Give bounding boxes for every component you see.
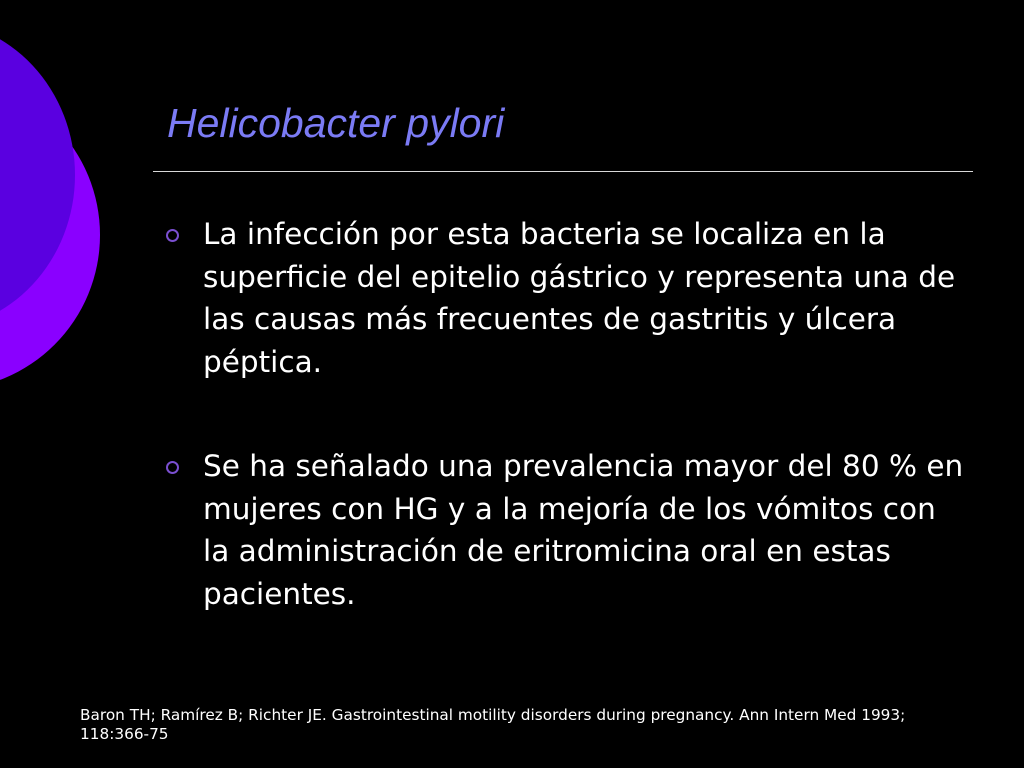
- title-divider: [153, 171, 973, 172]
- hollow-circle-bullet-icon: [166, 229, 179, 242]
- slide-title: Helicobacter pylori: [167, 100, 505, 146]
- bullet-item: [160, 213, 970, 383]
- hollow-circle-bullet-icon: [166, 461, 179, 474]
- bullet-item: [160, 445, 970, 615]
- bullet-text: Se ha señalado una prevalencia mayor del 80 % en mujeres con HG y a la mejoría de los vómitos con la administración de eritromicina oral en estas pacientes.: [203, 449, 964, 611]
- citation: Baron TH; Ramírez B; Richter JE. Gastrointestinal motility disorders during pregnancy. Ann Intern Med 1993; 118:366-75: [80, 706, 906, 743]
- bullet-text: La infección por esta bacteria se localiza en la superficie del epitelio gástrico y representa una de las causas más frecuentes de gastritis y úlcera péptica.: [203, 217, 956, 379]
- bullet-list: [160, 213, 970, 677]
